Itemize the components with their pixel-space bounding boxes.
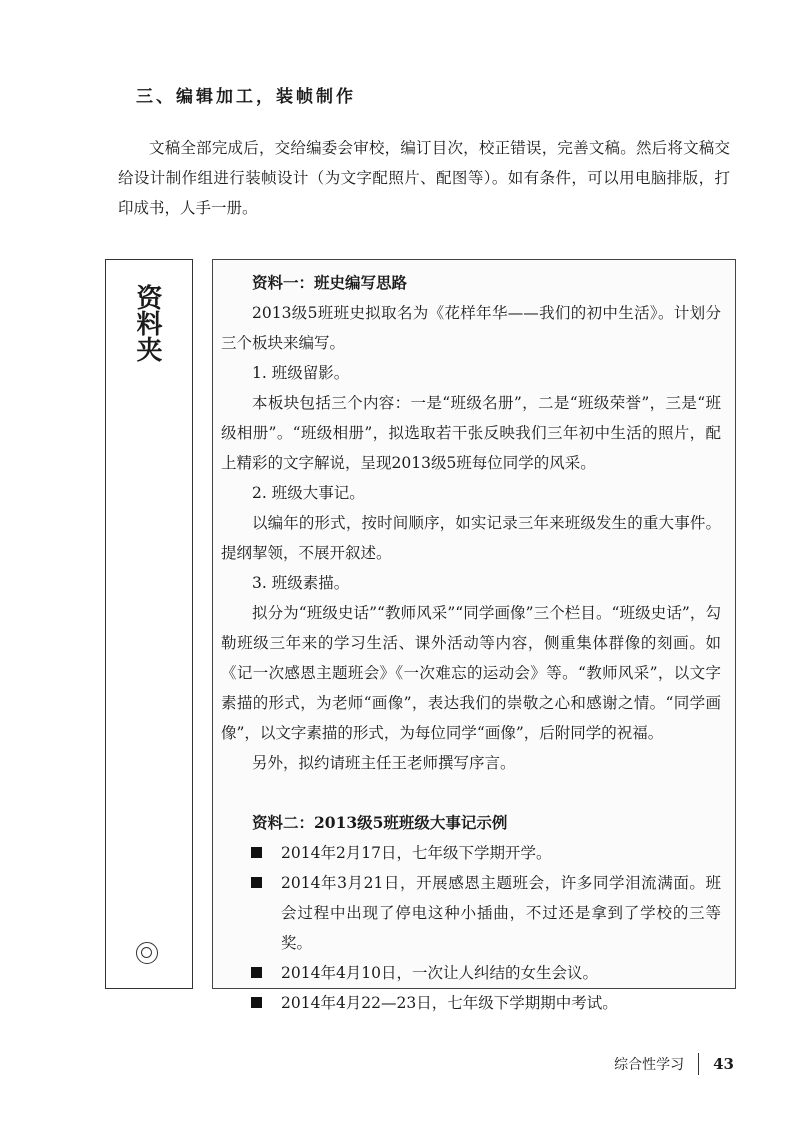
intro-text xyxy=(118,133,730,223)
material1-paragraph: 以编年的形式，按时间顺序，如实记录三年来班级发生的重大事件。提纲挈领，不展开叙述。 xyxy=(221,514,721,562)
list-item-text: 2014年2月17日，七年级下学期开学。 xyxy=(281,844,552,862)
events-list xyxy=(221,838,721,1018)
material1-paragraph: 拟分为“班级史话”“教师风采”“同学画像”三个栏目。“班级史话”，勾勒班级三年来的学习生活、课外活动等内容，侧重集体群像的刻画。如《记一次感恩主题班会》《一次难忘的运动会》等。“教师风采”，以文字素描的形式，为老师“画像”，表达我们的崇敬之心和感谢之情。“同学画像”，以文字素描的形式，为每位同学“画像”，后附同学的祝福。 xyxy=(221,604,721,742)
list-item-text: 2014年4月22—23日，七年级下学期期中考试。 xyxy=(281,994,618,1012)
section-title: 三、编辑加工，装帧制作 xyxy=(136,87,356,107)
materials-paper xyxy=(212,259,736,1012)
square-bullet-icon xyxy=(251,997,262,1008)
material2-title: 资料二：2013级5班班级大事记示例 xyxy=(252,813,508,832)
square-bullet-icon xyxy=(251,847,262,858)
list-item xyxy=(221,958,721,988)
footer-divider xyxy=(698,1053,699,1075)
intro-paragraph: 文稿全部完成后，交给编委会审校，编订目次，校正错误，完善文稿。然后将文稿交给设计制作组进行装帧设计（为文字配照片、配图等）。如有条件，可以用电脑排版，打印成书，人手一册。 xyxy=(118,139,730,217)
material1-title: 资料一：班史编写思路 xyxy=(252,273,408,292)
page-number: 43 xyxy=(713,1055,734,1073)
list-item xyxy=(221,838,721,868)
folder-label: 资料夹 xyxy=(132,284,162,362)
page-footer xyxy=(614,1053,734,1075)
material1-paragraph: 2. 班级大事记。 xyxy=(252,484,365,502)
square-bullet-icon xyxy=(251,967,262,978)
material1-paragraph: 3. 班级素描。 xyxy=(252,574,350,592)
binder-ring-icon xyxy=(136,942,158,964)
list-item xyxy=(221,988,721,1018)
material1-paragraph: 2013级5班班史拟取名为《花样年华——我们的初中生活》。计划分三个板块来编写。 xyxy=(221,304,721,352)
material1-paragraph: 另外，拟约请班主任王老师撰写序言。 xyxy=(252,754,516,772)
footer-label: 综合性学习 xyxy=(614,1057,685,1073)
material1-paragraph: 本板块包括三个内容：一是“班级名册”，二是“班级荣誉”，三是“班级相册”。“班级相册”，拟选取若干张反映我们三年初中生活的照片，配上精彩的文字解说，呈现2013级5班每位同学的风采。 xyxy=(221,394,721,472)
material1-paragraph: 1. 班级留影。 xyxy=(252,364,350,382)
list-item-text: 2014年4月10日，一次让人纠结的女生会议。 xyxy=(281,964,599,982)
list-item-text: 2014年3月21日，开展感恩主题班会，许多同学泪流满面。班会过程中出现了停电这种小插曲，不过还是拿到了学校的三等奖。 xyxy=(281,874,721,952)
square-bullet-icon xyxy=(251,877,262,888)
list-item xyxy=(221,868,721,958)
folder-tab xyxy=(105,259,193,989)
